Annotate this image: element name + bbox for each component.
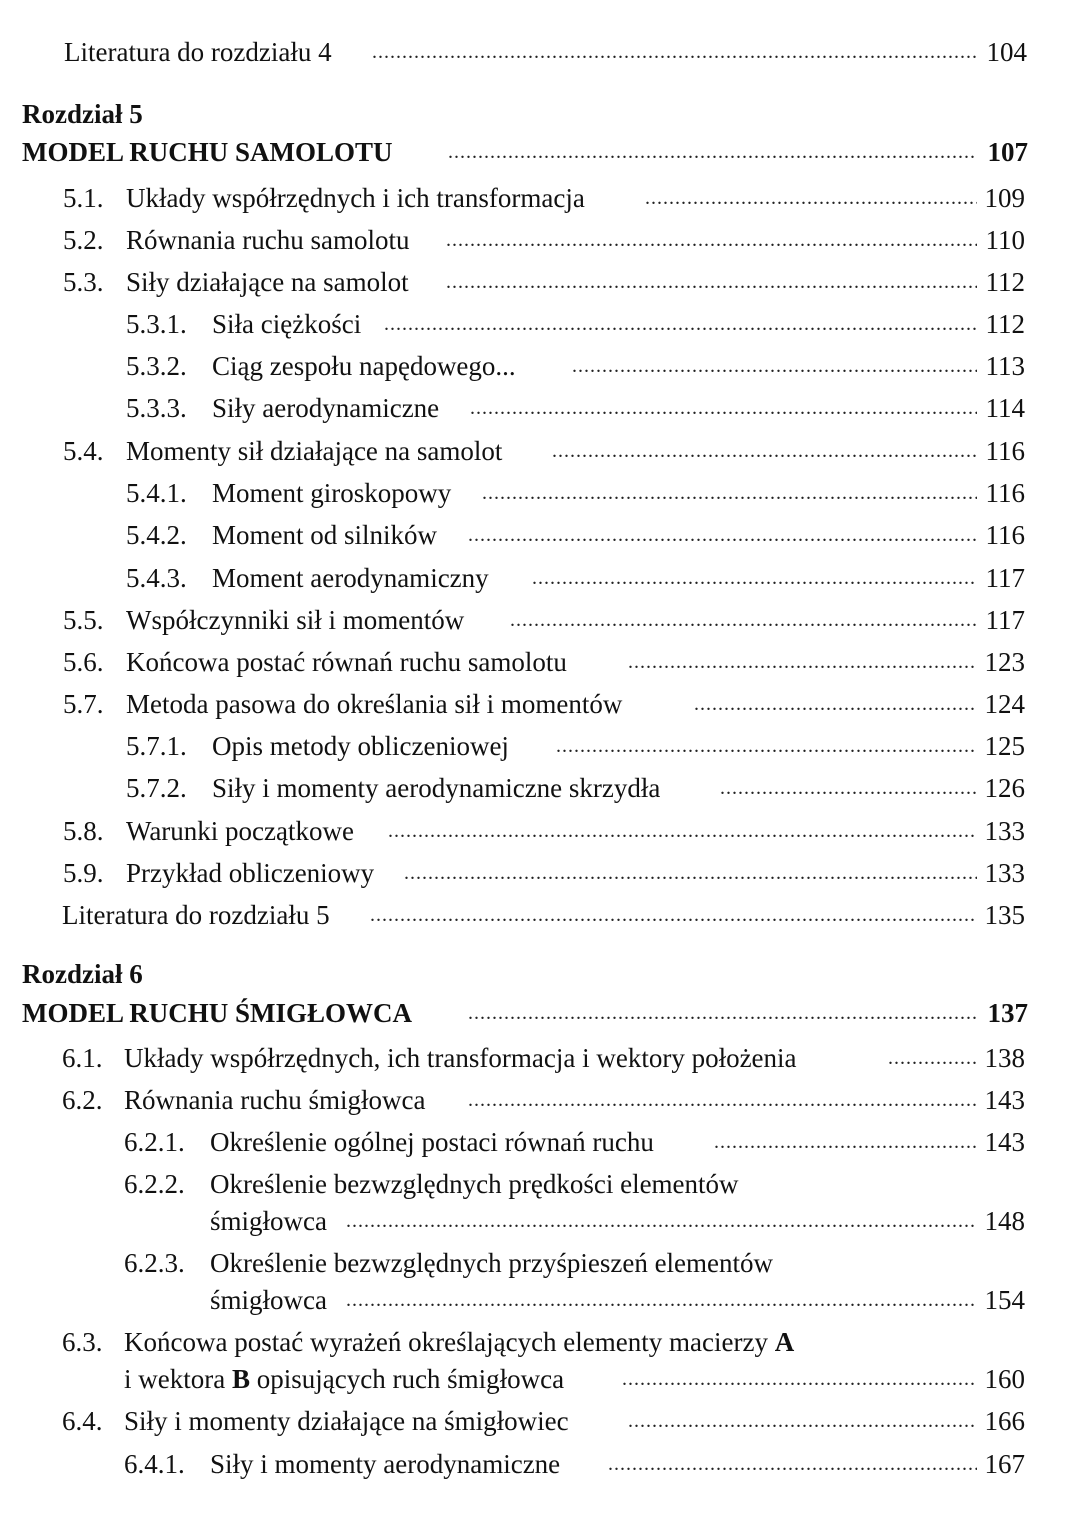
toc-entry-title: Literatura do rozdziału 5 — [62, 900, 330, 930]
toc-entry-page: 117 — [985, 605, 1025, 635]
toc-entry-title-text: opisujących ruch śmigłowca — [256, 1364, 565, 1394]
toc-entry-title-continuation: śmigłowca — [210, 1206, 327, 1236]
toc-entry-number: 5.4. — [63, 436, 104, 466]
toc-entry-page: 110 — [985, 225, 1025, 255]
toc-entry-number: 5.7. — [63, 689, 104, 719]
toc-entry-number: 5.3.1. — [126, 309, 187, 339]
dot-leader — [346, 1280, 977, 1320]
toc-entry-page: 116 — [985, 478, 1025, 508]
chapter-5-title: MODEL RUCHU SAMOLOTU — [22, 137, 393, 167]
dot-leader — [446, 220, 977, 260]
toc-entry-title: Układy współrzędnych i ich transformacja — [126, 183, 585, 213]
toc-entry-page: 133 — [984, 858, 1025, 888]
toc-entry-title-continuation: śmigłowca — [210, 1285, 327, 1315]
toc-entry-page: 123 — [984, 647, 1025, 677]
toc-entry-page: 116 — [985, 520, 1025, 550]
toc-entry-number: 6.1. — [62, 1043, 103, 1073]
dot-leader — [388, 811, 977, 851]
toc-entry-number: 5.8. — [63, 816, 104, 846]
toc-entry-page: 154 — [984, 1285, 1025, 1315]
toc-entry-6-2-3-line2 — [0, 1280, 1085, 1320]
toc-entry-page: 148 — [984, 1206, 1025, 1236]
dot-leader — [628, 642, 977, 682]
toc-entry-number: 5.3.2. — [126, 351, 187, 381]
dot-leader — [346, 1201, 977, 1241]
toc-entry-5-1 — [0, 178, 1085, 218]
toc-entry-title: Literatura do rozdziału 4 — [64, 37, 332, 67]
toc-entry-number: 6.3. — [62, 1327, 103, 1357]
toc-entry-page: 138 — [984, 1043, 1025, 1073]
toc-entry-page: 113 — [985, 351, 1025, 381]
toc-entry-5-4-3 — [0, 558, 1085, 598]
toc-entry-title: Momenty sił działające na samolot — [126, 436, 503, 466]
dot-leader — [470, 388, 977, 428]
toc-entry-6-3-line2 — [0, 1359, 1085, 1399]
toc-entry-5-7 — [0, 684, 1085, 724]
toc-entry-title: Przykład obliczeniowy — [126, 858, 375, 888]
toc-entry-5-5 — [0, 600, 1085, 640]
toc-entry-title: Opis metody obliczeniowej — [212, 731, 509, 761]
toc-entry-6-2-2-line1 — [0, 1164, 1085, 1204]
chapter-5-heading — [0, 132, 1085, 172]
toc-entry-page: 117 — [985, 563, 1025, 593]
toc-entry-title: Równania ruchu śmigłowca — [124, 1085, 426, 1115]
toc-entry-number: 6.2.3. — [124, 1248, 185, 1278]
toc-entry-page: 167 — [984, 1449, 1025, 1479]
toc-entry-title — [124, 1322, 794, 1362]
toc-entry-page: 116 — [985, 436, 1025, 466]
dot-leader — [556, 726, 977, 766]
toc-entry-number: 6.4. — [62, 1406, 103, 1436]
toc-entry-page: 135 — [984, 900, 1025, 930]
toc-entry-title-continuation — [124, 1359, 564, 1399]
dot-leader — [622, 1359, 977, 1399]
toc-entry-title: Siły i momenty działające na śmigłowiec — [124, 1406, 569, 1436]
toc-entry-number: 5.6. — [63, 647, 104, 677]
dot-leader — [572, 346, 977, 386]
toc-entry-number: 6.4.1. — [124, 1449, 185, 1479]
dot-leader — [446, 262, 977, 302]
dot-leader — [468, 993, 977, 1033]
dot-leader — [552, 431, 977, 471]
dot-leader — [694, 684, 977, 724]
toc-entry-6-4 — [0, 1401, 1085, 1441]
toc-entry-page: 126 — [984, 773, 1025, 803]
toc-entry-page: 125 — [984, 731, 1025, 761]
dot-leader — [628, 1401, 977, 1441]
dot-leader — [888, 1038, 977, 1078]
toc-entry-title: Układy współrzędnych, ich transformacja i wektory położenia — [124, 1043, 797, 1073]
toc-entry-literature-4 — [0, 32, 1085, 72]
toc-entry-5-4 — [0, 431, 1085, 471]
toc-entry-number: 5.7.1. — [126, 731, 187, 761]
toc-entry-6-2 — [0, 1080, 1085, 1120]
toc-entry-title: Określenie bezwzględnych prędkości elementów — [210, 1169, 739, 1199]
toc-entry-5-3 — [0, 262, 1085, 302]
toc-entry-number: 5.4.2. — [126, 520, 187, 550]
toc-entry-page: 112 — [985, 267, 1025, 297]
dot-leader — [510, 600, 977, 640]
dot-leader — [532, 558, 977, 598]
vector-symbol: B — [231, 1364, 250, 1394]
toc-entry-page: 124 — [984, 689, 1025, 719]
toc-entry-number: 5.7.2. — [126, 773, 187, 803]
toc-entry-5-4-1 — [0, 473, 1085, 513]
chapter-5-label: Rozdział 5 — [22, 99, 143, 129]
chapter-6-title: MODEL RUCHU ŚMIGŁOWCA — [22, 998, 413, 1028]
chapter-6-heading — [0, 993, 1085, 1033]
toc-entry-number: 5.1. — [63, 183, 104, 213]
toc-entry-title: Współczynniki sił i momentów — [126, 605, 465, 635]
toc-entry-title: Określenie bezwzględnych przyśpieszeń elementów — [210, 1248, 774, 1278]
dot-leader — [482, 473, 977, 513]
toc-entry-number: 5.4.1. — [126, 478, 187, 508]
toc-entry-title: Moment giroskopowy — [212, 478, 452, 508]
toc-entry-page: 133 — [984, 816, 1025, 846]
toc-entry-5-8 — [0, 811, 1085, 851]
chapter-6-label: Rozdział 6 — [22, 959, 143, 989]
toc-entry-page: 160 — [984, 1364, 1025, 1394]
matrix-symbol: A — [774, 1327, 795, 1357]
toc-entry-5-3-2 — [0, 346, 1085, 386]
dot-leader — [404, 853, 977, 893]
toc-entry-number: 6.2.2. — [124, 1169, 185, 1199]
toc-entry-page: 112 — [985, 309, 1025, 339]
toc-entry-5-9 — [0, 853, 1085, 893]
toc-entry-number: 6.2.1. — [124, 1127, 185, 1157]
toc-entry-page: 143 — [984, 1127, 1025, 1157]
dot-leader — [468, 1080, 977, 1120]
dot-leader — [372, 32, 978, 72]
toc-entry-number: 5.2. — [63, 225, 104, 255]
dot-leader — [448, 132, 977, 172]
dot-leader — [468, 515, 977, 555]
toc-entry-title: Końcowa postać równań ruchu samolotu — [126, 647, 567, 677]
toc-entry-literature-5 — [0, 895, 1085, 935]
toc-entry-title: Moment aerodynamiczny — [212, 563, 489, 593]
toc-entry-title-text: Końcowa postać wyrażeń określających elementy macierzy — [124, 1327, 768, 1357]
toc-entry-title: Siła ciężkości — [212, 309, 362, 339]
dot-leader — [370, 895, 977, 935]
dot-leader — [714, 1122, 977, 1162]
toc-entry-5-2 — [0, 220, 1085, 260]
dot-leader — [645, 178, 977, 218]
toc-entry-number: 5.5. — [63, 605, 104, 635]
toc-entry-number: 5.9. — [63, 858, 104, 888]
toc-entry-title: Równania ruchu samolotu — [126, 225, 410, 255]
toc-entry-6-4-1 — [0, 1444, 1085, 1484]
toc-entry-page: 109 — [984, 183, 1025, 213]
toc-entry-title: Siły i momenty aerodynamiczne skrzydła — [212, 773, 661, 803]
toc-entry-title: Siły aerodynamiczne — [212, 393, 440, 423]
dot-leader — [608, 1444, 977, 1484]
toc-entry-6-2-1 — [0, 1122, 1085, 1162]
toc-entry-title: Siły działające na samolot — [126, 267, 409, 297]
toc-entry-6-1 — [0, 1038, 1085, 1078]
toc-entry-number: 5.3.3. — [126, 393, 187, 423]
toc-entry-6-2-3-line1 — [0, 1243, 1085, 1283]
toc-entry-5-6 — [0, 642, 1085, 682]
toc-entry-number: 5.4.3. — [126, 563, 187, 593]
toc-entry-page: 166 — [984, 1406, 1025, 1436]
toc-entry-number: 5.3. — [63, 267, 104, 297]
chapter-6-page: 137 — [987, 998, 1028, 1028]
toc-entry-5-3-1 — [0, 304, 1085, 344]
toc-entry-page: 114 — [985, 393, 1025, 423]
toc-entry-5-4-2 — [0, 515, 1085, 555]
toc-entry-title: Określenie ogólnej postaci równań ruchu — [210, 1127, 654, 1157]
toc-entry-5-7-2 — [0, 768, 1085, 808]
toc-entry-number: 6.2. — [62, 1085, 103, 1115]
toc-entry-title: Metoda pasowa do określania sił i momentów — [126, 689, 623, 719]
toc-entry-title: Moment od silników — [212, 520, 438, 550]
toc-entry-page: 104 — [986, 37, 1027, 67]
toc-entry-5-7-1 — [0, 726, 1085, 766]
toc-entry-6-2-2-line2 — [0, 1201, 1085, 1241]
dot-leader — [384, 304, 977, 344]
toc-entry-5-3-3 — [0, 388, 1085, 428]
toc-entry-6-3-line1 — [0, 1322, 1085, 1362]
toc-entry-title: Warunki początkowe — [126, 816, 354, 846]
toc-entry-title: Ciąg zespołu napędowego... — [212, 351, 516, 381]
toc-entry-title: Siły i momenty aerodynamiczne — [210, 1449, 561, 1479]
dot-leader — [720, 768, 977, 808]
toc-entry-title-text: i wektora — [124, 1364, 226, 1394]
chapter-5-page: 107 — [987, 137, 1028, 167]
toc-entry-page: 143 — [984, 1085, 1025, 1115]
